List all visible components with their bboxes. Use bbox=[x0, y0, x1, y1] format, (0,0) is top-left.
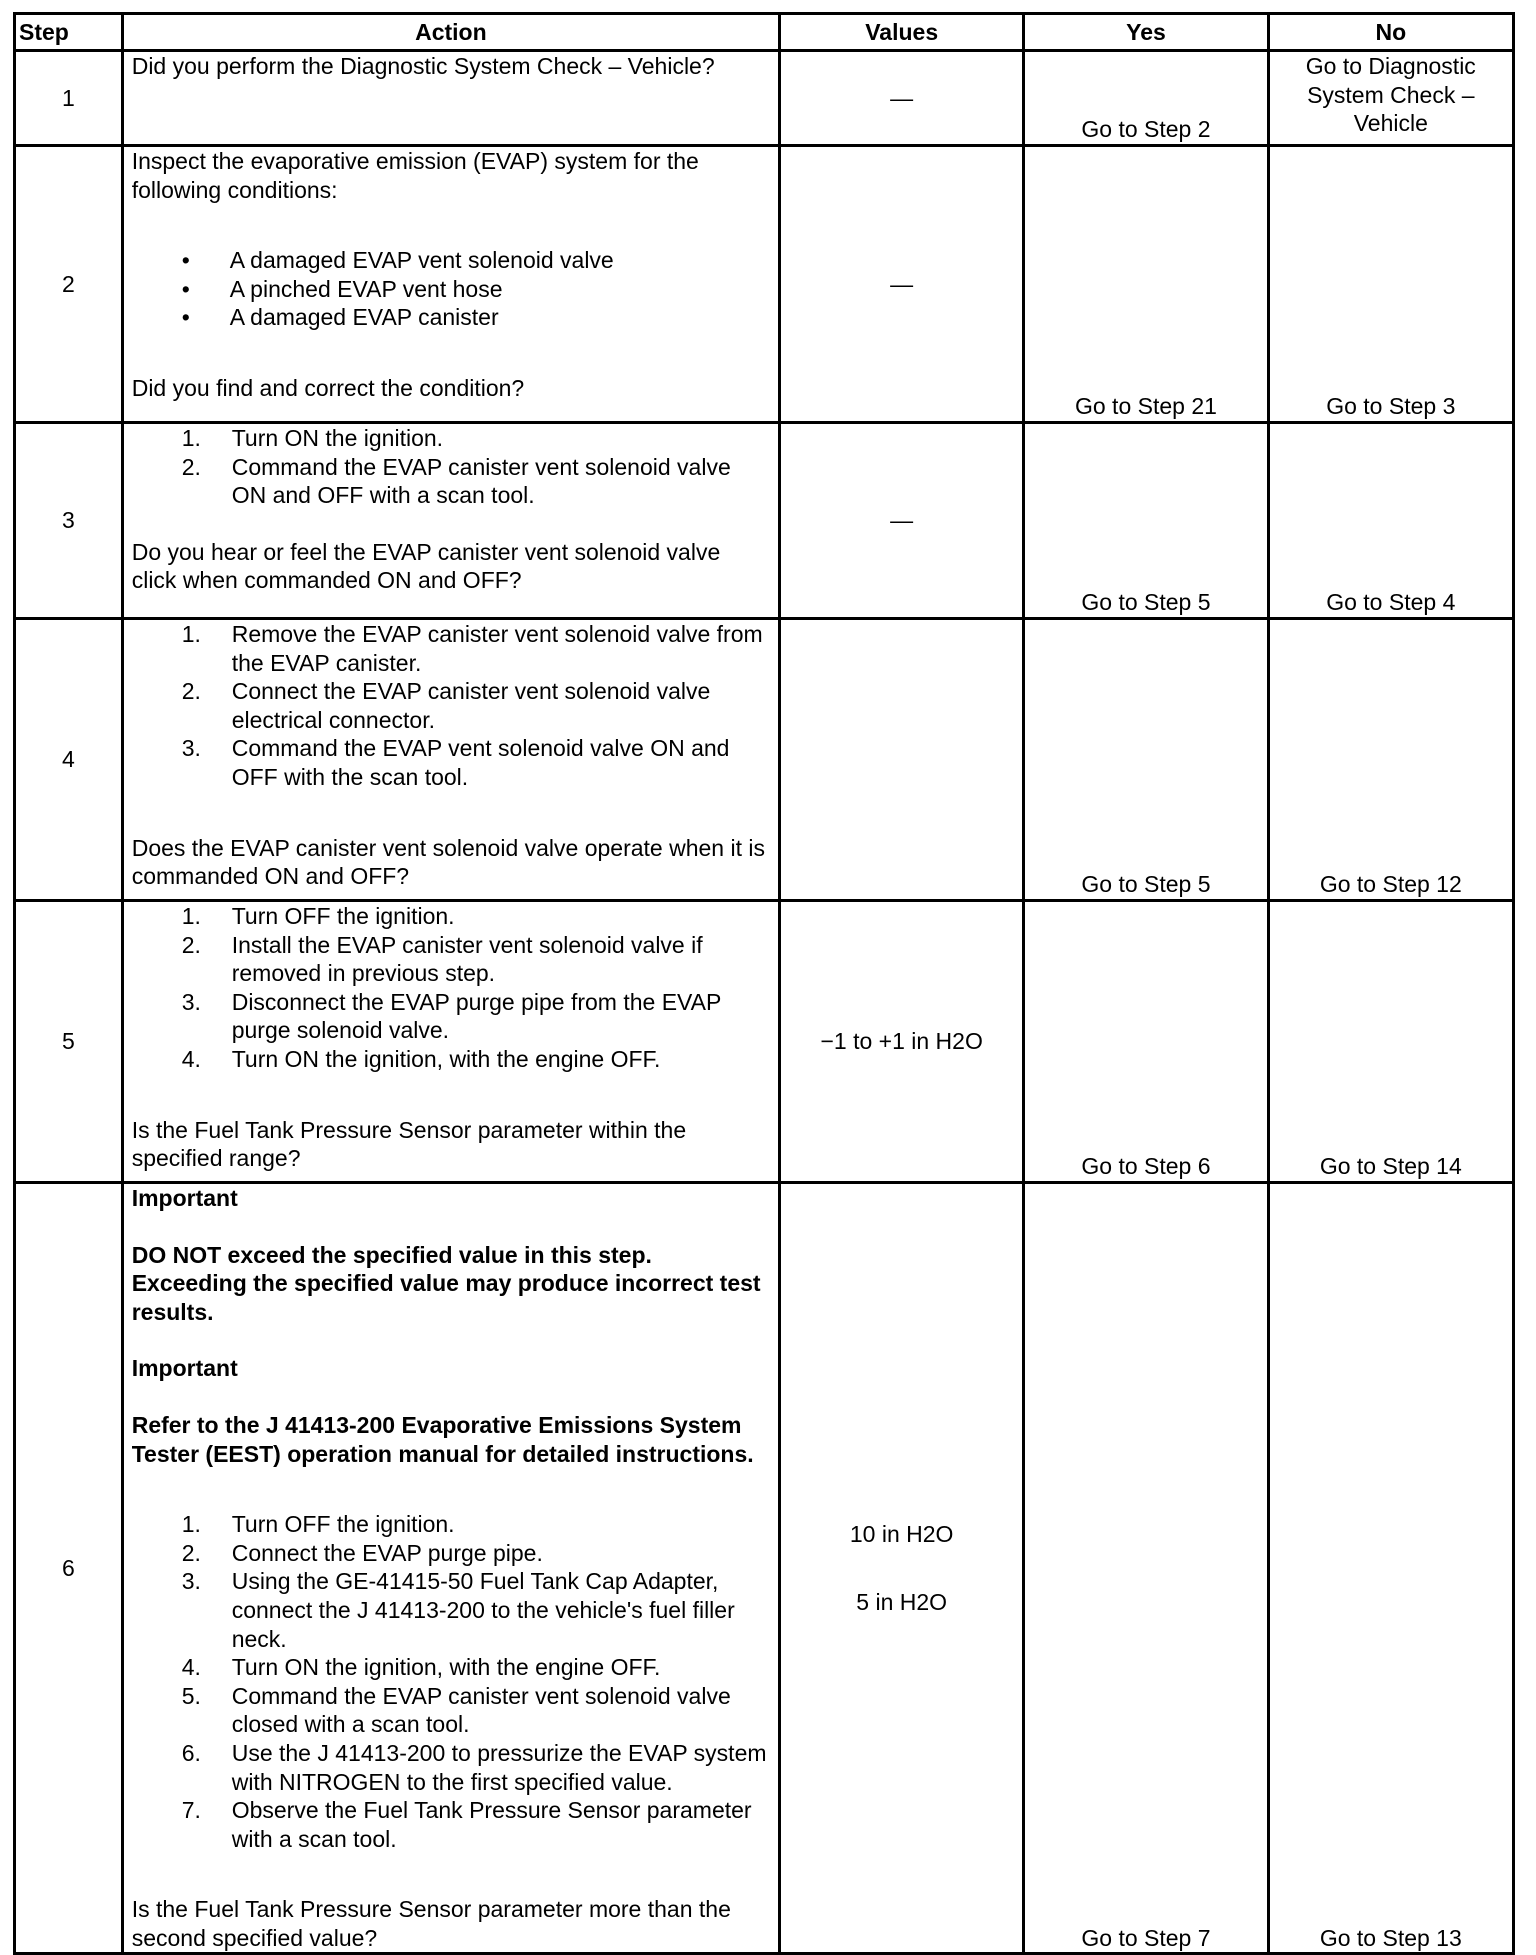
no-cell: Go to Step 4 bbox=[1268, 423, 1513, 619]
item-text: Install the EVAP canister vent solenoid valve if removed in previous step. bbox=[231, 931, 703, 987]
item-number: 7. bbox=[181, 1797, 201, 1824]
question-text: Is the Fuel Tank Pressure Sensor parameter more than the second specified value? bbox=[131, 1896, 731, 1951]
procedure-list bbox=[132, 620, 770, 792]
item-number: 6. bbox=[181, 1739, 201, 1766]
values-cell bbox=[780, 1183, 1024, 1954]
step-number: 2 bbox=[15, 146, 123, 423]
item-text: Turn ON the ignition, with the engine OFF. bbox=[231, 1654, 661, 1681]
item-number: 1. bbox=[181, 1511, 201, 1538]
step-number: 6 bbox=[15, 1183, 123, 1954]
procedure-list bbox=[132, 424, 770, 510]
item-number: 5. bbox=[181, 1682, 201, 1709]
question-text: Did you find and correct the condition? bbox=[131, 374, 525, 401]
item-number: 3. bbox=[181, 988, 201, 1015]
list-item: • A pinched EVAP vent hose bbox=[132, 275, 770, 304]
list-item bbox=[132, 988, 770, 1045]
item-text: Turn ON the ignition. bbox=[231, 425, 444, 451]
intro-text: Inspect the evaporative emission (EVAP) system for the following conditions: bbox=[131, 148, 699, 203]
question-text: Does the EVAP canister vent solenoid valve operate when it is commanded ON and OFF? bbox=[131, 834, 765, 890]
list-item bbox=[132, 424, 770, 453]
values-cell: −1 to +1 in H2O bbox=[780, 901, 1024, 1183]
first-specified-value: 10 in H2O bbox=[849, 1520, 954, 1547]
second-specified-value: 5 in H2O bbox=[856, 1589, 948, 1616]
list-item bbox=[132, 620, 770, 677]
table-row bbox=[15, 901, 1514, 1183]
item-number: 4. bbox=[181, 1654, 201, 1681]
list-item bbox=[132, 453, 770, 510]
item-text: Turn OFF the ignition. bbox=[231, 903, 455, 929]
step-number: 1 bbox=[15, 51, 123, 146]
item-text: Disconnect the EVAP purge pipe from the EVAP purge solenoid valve. bbox=[231, 988, 721, 1044]
list-item bbox=[132, 734, 770, 791]
item-number: 3. bbox=[181, 735, 201, 762]
step-number: 3 bbox=[15, 423, 123, 619]
item-text: Turn ON the ignition, with the engine OFF. bbox=[231, 1045, 661, 1072]
item-number: 3. bbox=[181, 1568, 201, 1595]
header-step: Step bbox=[15, 14, 123, 51]
item-text: Command the EVAP canister vent solenoid valve closed with a scan tool. bbox=[231, 1682, 731, 1738]
action-cell bbox=[122, 423, 779, 619]
important-label: Important bbox=[131, 1355, 238, 1382]
table-row bbox=[15, 146, 1514, 423]
header-no: No bbox=[1268, 14, 1513, 51]
action-cell bbox=[122, 1183, 779, 1954]
action-cell bbox=[122, 51, 779, 146]
item-text: Connect the EVAP canister vent solenoid valve electrical connector. bbox=[231, 678, 711, 733]
list-item bbox=[132, 1682, 770, 1739]
list-item: • A damaged EVAP canister bbox=[132, 303, 770, 332]
list-item bbox=[132, 902, 770, 931]
table-row bbox=[15, 423, 1514, 619]
item-number: 1. bbox=[181, 903, 201, 929]
yes-cell: Go to Step 2 bbox=[1024, 51, 1268, 146]
list-item: • A damaged EVAP vent solenoid valve bbox=[132, 246, 770, 275]
question-text: Is the Fuel Tank Pressure Sensor parameter within the specified range? bbox=[131, 1116, 687, 1172]
no-cell: Go to Step 12 bbox=[1268, 619, 1513, 901]
list-item bbox=[132, 677, 770, 734]
important-text: DO NOT exceed the specified value in this step. Exceeding the specified value may produce incorrect test results. bbox=[131, 1241, 761, 1325]
question-text: Did you perform the Diagnostic System Check – Vehicle? bbox=[131, 53, 715, 79]
no-cell: Go to Diagnostic System Check – Vehicle bbox=[1268, 51, 1513, 146]
item-text: Use the J 41413-200 to pressurize the EVAP system with NITROGEN to the first specified value. bbox=[231, 1739, 767, 1795]
values-cell bbox=[780, 619, 1024, 901]
action-cell bbox=[122, 901, 779, 1183]
action-cell bbox=[122, 146, 779, 423]
values-cell: — bbox=[780, 51, 1024, 146]
item-number: 2. bbox=[181, 1539, 201, 1566]
procedure-list bbox=[132, 902, 770, 1074]
item-number: 2. bbox=[181, 678, 201, 705]
item-number: 1. bbox=[181, 621, 201, 647]
important-text: Refer to the J 41413-200 Evaporative Emissions System Tester (EEST) operation manual for detailed instructions. bbox=[131, 1411, 754, 1467]
item-number: 2. bbox=[181, 931, 201, 958]
item-text: Remove the EVAP canister vent solenoid valve from the EVAP canister. bbox=[231, 621, 763, 676]
action-cell bbox=[122, 619, 779, 901]
item-text: Observe the Fuel Tank Pressure Sensor parameter with a scan tool. bbox=[231, 1797, 752, 1852]
list-item bbox=[132, 1796, 770, 1853]
item-text: Command the EVAP canister vent solenoid valve ON and OFF with a scan tool. bbox=[231, 453, 731, 509]
list-item bbox=[132, 1510, 770, 1539]
list-item bbox=[132, 1739, 770, 1796]
procedure-list bbox=[132, 1510, 770, 1853]
table-row bbox=[15, 51, 1514, 146]
item-text: Connect the EVAP purge pipe. bbox=[231, 1539, 543, 1566]
table-row bbox=[15, 1183, 1514, 1954]
table-row bbox=[15, 619, 1514, 901]
step-number: 5 bbox=[15, 901, 123, 1183]
yes-cell: Go to Step 21 bbox=[1024, 146, 1268, 423]
header-values: Values bbox=[780, 14, 1024, 51]
item-number: 2. bbox=[181, 453, 201, 480]
values-cell: — bbox=[780, 146, 1024, 423]
item-text: Using the GE-41415-50 Fuel Tank Cap Adapter, connect the J 41413-200 to the vehicle's fuel filler neck. bbox=[231, 1568, 735, 1652]
important-label: Important bbox=[131, 1185, 238, 1211]
no-cell: Go to Step 13 bbox=[1268, 1183, 1513, 1954]
item-text: Command the EVAP vent solenoid valve ON and OFF with the scan tool. bbox=[231, 735, 730, 790]
list-item bbox=[132, 931, 770, 988]
yes-cell: Go to Step 5 bbox=[1024, 423, 1268, 619]
yes-cell: Go to Step 5 bbox=[1024, 619, 1268, 901]
diagnostic-table bbox=[13, 12, 1515, 1955]
values-cell: — bbox=[780, 423, 1024, 619]
item-number: 1. bbox=[181, 425, 201, 451]
list-item bbox=[132, 1653, 770, 1682]
no-cell: Go to Step 14 bbox=[1268, 901, 1513, 1183]
step-number: 4 bbox=[15, 619, 123, 901]
list-item bbox=[132, 1567, 770, 1653]
item-text: Turn OFF the ignition. bbox=[231, 1511, 455, 1538]
header-yes: Yes bbox=[1024, 14, 1268, 51]
table-header-row bbox=[15, 14, 1514, 51]
yes-cell: Go to Step 6 bbox=[1024, 901, 1268, 1183]
yes-cell: Go to Step 7 bbox=[1024, 1183, 1268, 1954]
no-cell: Go to Step 3 bbox=[1268, 146, 1513, 423]
question-text: Do you hear or feel the EVAP canister vent solenoid valve click when commanded ON and OFF? bbox=[131, 538, 721, 594]
header-action: Action bbox=[122, 14, 779, 51]
list-item bbox=[132, 1045, 770, 1074]
condition-list bbox=[132, 246, 770, 332]
list-item bbox=[132, 1539, 770, 1568]
item-number: 4. bbox=[181, 1045, 201, 1072]
